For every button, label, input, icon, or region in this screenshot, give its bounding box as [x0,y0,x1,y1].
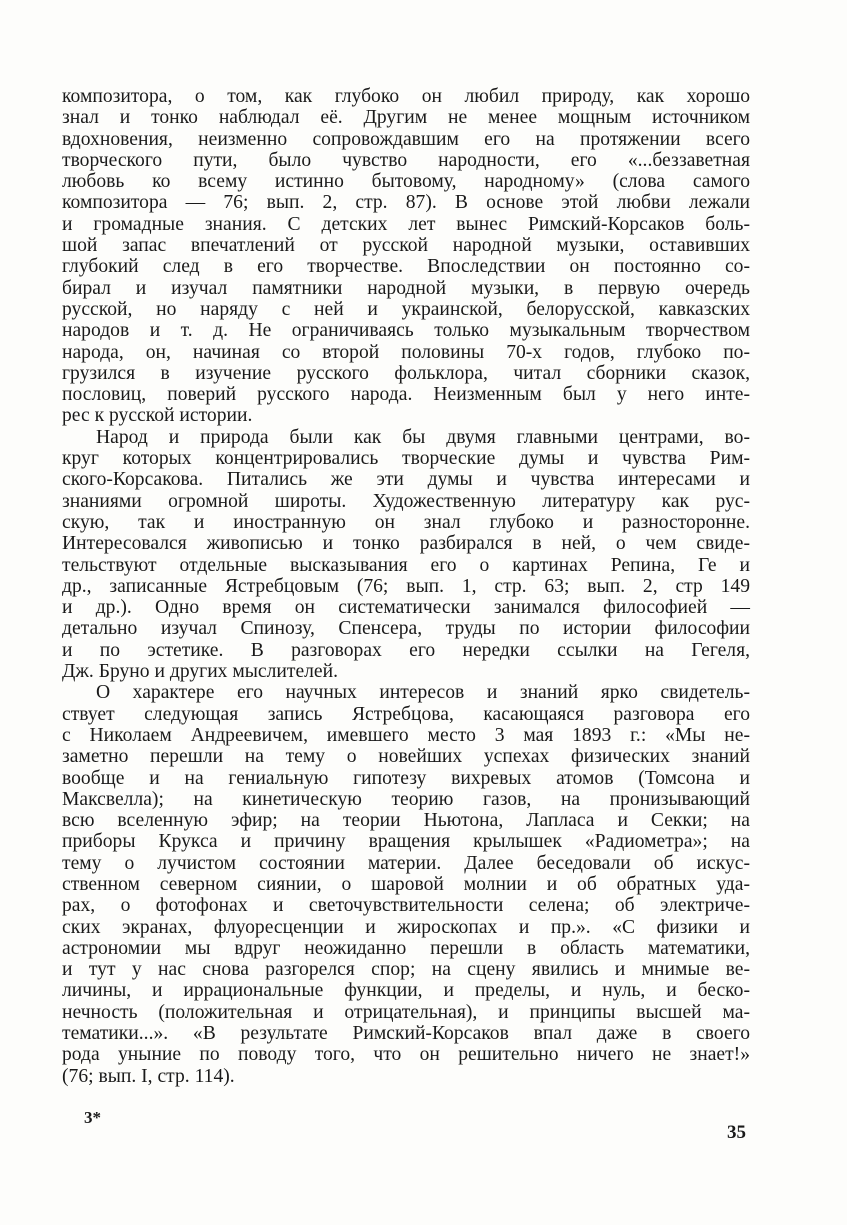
text-line: др., записанные Ястребцовым (76; вып. 1, стр. 63; вып. 2, стр 149 [62,575,750,597]
text-line: приборы Крукса и причину вращения крылышек «Радиометра»; на [62,831,750,853]
paragraph [62,427,750,683]
text-line: композитора, о том, как глубоко он любил природу, как хорошо [62,86,750,107]
text-line: нечность (положительная и отрицательная), и принципы высшей ма- [62,1001,750,1023]
text-line: вообще и на гениальную гипотезу вихревых атомов (Томсона и [62,767,750,789]
text-line: грузился в изучение русского фольклора, читал сборники сказок, [62,362,750,384]
text-line: рес к русской истории. [62,405,253,427]
text-line: всю вселенную эфир; на теории Ньютона, Лапласа и Секки; на [62,810,750,832]
text-line: любовь ко всему истинно бытовому, народному» (слова самого [62,171,750,193]
text-line: вдохновения, неизменно сопровождавшим его на протяжении всего [62,128,750,150]
text-line: тематики...». «В результате Римский-Корсаков впал даже в своего [62,1023,750,1045]
text-line: знаниями огромной широты. Художественную литературу как рус- [62,490,750,512]
signature-mark: 3* [84,1108,101,1127]
text-line: с Николаем Андреевичем, имевшего место 3 мая 1893 г.: «Мы не- [62,724,750,746]
text-line: народа, он, начиная со второй половины 70-х годов, глубоко по- [62,341,750,363]
text-line: О характере его научных интересов и знаний ярко свидетель- [96,682,750,704]
text-line: рах, о фотофонах и светочувствительности селена; об электриче- [62,895,750,917]
text-line: и тут у нас снова разгорелся спор; на сцену явились и мнимые ве- [62,959,750,981]
text-line: ственном северном сиянии, о шаровой молнии и об обратных уда- [62,873,750,895]
text-line: круг которых концентрировались творческие думы и чувства Рим- [62,448,750,470]
text-line: и по эстетике. В разговорах его нередки ссылки на Гегеля, [62,639,750,661]
text-line: пословиц, поверий русского народа. Неизменным был у него инте- [62,384,750,406]
page-number: 35 [727,1122,746,1143]
text-line: Дж. Бруно и других мыслителей. [62,661,339,683]
text-line: заметно перешли на тему о новейших успехах физических знаний [62,746,750,768]
text-line: детально изучал Спинозу, Спенсера, труды по истории философии [62,618,750,640]
text-line: знал и тонко наблюдал её. Другим не менее мощным источником [62,107,750,129]
text-line: бирал и изучал памятники народной музыки, в первую очередь [62,277,750,299]
text-line: и др.). Одно время он систематически занимался философией — [62,597,750,619]
text-line: личины, и иррациональные функции, и пределы, и нуль, и беско- [62,980,750,1002]
text-line: ствует следующая запись Ястребцова, касающаяся разговора его [62,703,750,725]
text-line: ских экранах, флуоресценции и жироскопах и пр.». «С физики и [62,916,750,938]
text-line: народов и т. д. Не ограничиваясь только музыкальным творчеством [62,320,750,342]
text-line: ского-Корсакова. Питались же эти думы и чувства интересами и [62,469,750,491]
paragraph [62,86,750,427]
text-line: (76; вып. I, стр. 114). [62,1065,235,1087]
text-line: Интересовался живописью и тонко разбирался в ней, о чем свиде- [62,533,750,555]
text-line: русской, но наряду с ней и украинской, белорусской, кавказских [62,298,750,320]
text-line: Максвелла); на кинетическую теорию газов, на пронизывающий [62,788,750,810]
text-line: тельствуют отдельные высказывания его о картинах Репина, Ге и [62,554,750,576]
text-line: скую, так и иностранную он знал глубоко и разносторонне. [62,511,750,533]
body-text [62,86,750,1087]
paragraph [62,682,750,1087]
text-line: астрономии мы вдруг неожиданно перешли в область математики, [62,937,750,959]
text-line: рода уныние по поводу того, что он решительно ничего не знает!» [62,1044,750,1066]
text-line: творческого пути, было чувство народности, его «...беззаветная [62,149,750,171]
text-line: шой запас впечатлений от русской народной музыки, оставивших [62,235,750,257]
text-line: и громадные знания. С детских лет вынес Римский-Корсаков боль- [62,213,750,235]
text-line: композитора — 76; вып. 2, стр. 87). В основе этой любви лежали [62,192,750,214]
text-line: тему о лучистом состоянии материи. Далее беседовали об искус- [62,852,750,874]
text-line: глубокий след в его творчестве. Впоследствии он постоянно со- [62,256,750,278]
text-line: Народ и природа были как бы двумя главными центрами, во- [96,426,750,448]
